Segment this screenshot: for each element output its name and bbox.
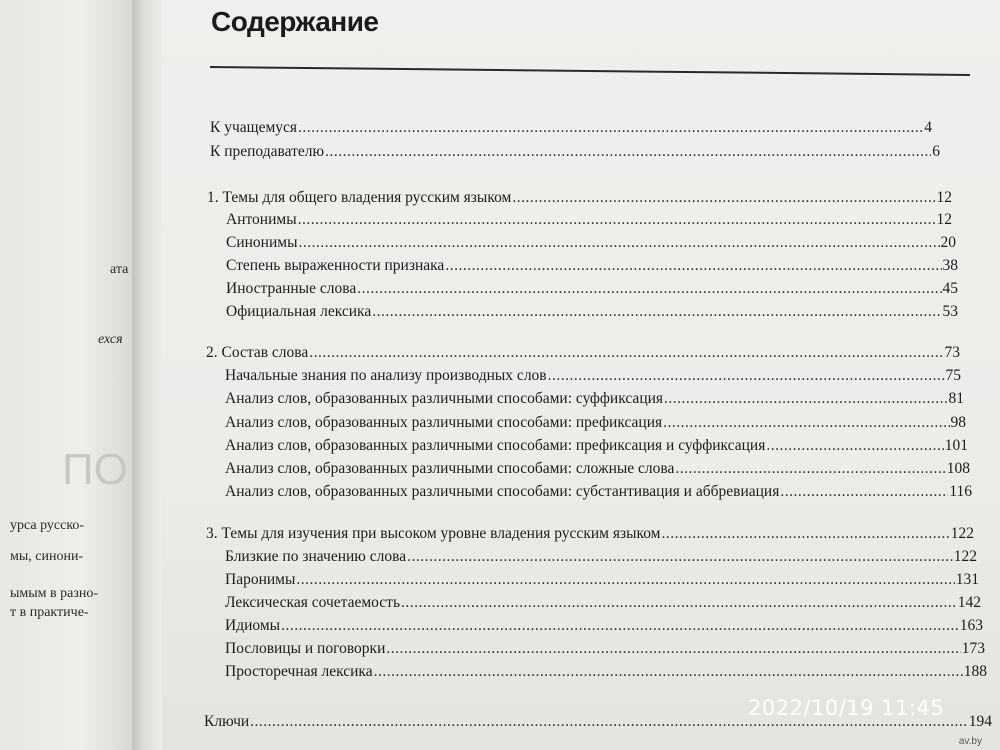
toc-entry-label: Официальная лексика — [226, 303, 372, 320]
toc-leader-dots — [298, 210, 936, 230]
toc-leader-dots — [780, 482, 948, 502]
toc-entry-page: 163 — [959, 617, 983, 634]
toc-leader-dots — [374, 662, 963, 682]
toc-entry-page: 142 — [957, 594, 981, 611]
right-page — [162, 0, 1000, 750]
toc-entry-page: 131 — [955, 571, 979, 588]
toc-entry — [225, 616, 983, 636]
left-page-fragment: ата — [110, 262, 129, 277]
toc-entry-label: Антонимы — [226, 211, 297, 228]
toc-entry — [207, 188, 952, 208]
toc-leader-dots — [386, 639, 960, 659]
toc-entry-page: 6 — [932, 143, 940, 160]
toc-entry — [206, 343, 960, 363]
toc-leader-dots — [548, 366, 945, 386]
toc-entry-label: Паронимы — [225, 571, 296, 588]
toc-entry-label: Идиомы — [225, 617, 281, 634]
toc-entry — [206, 524, 974, 544]
toc-entry-label: Анализ слов, образованных различными способами: суффиксация — [225, 390, 664, 407]
toc-leader-dots — [357, 279, 941, 299]
toc-entry-label: Степень выраженности признака — [226, 257, 445, 274]
toc-entry-page: 116 — [949, 483, 972, 500]
toc-entry-label: К учащемуся — [210, 119, 298, 136]
toc-leader-dots — [512, 188, 935, 208]
toc-entry-page: 173 — [961, 640, 985, 657]
toc-entry-label: Ключи — [204, 713, 250, 730]
toc-entry-page: 188 — [963, 663, 987, 680]
toc-leader-dots — [299, 233, 940, 253]
toc-entry-label: 2. Состав слова — [206, 344, 309, 361]
toc-entry-label: Пословицы и поговорки — [225, 640, 386, 657]
toc-entry — [225, 593, 981, 613]
toc-entry-page: 75 — [945, 367, 961, 384]
left-page-fragment: т в практиче- — [10, 605, 89, 620]
toc-leader-dots — [298, 118, 923, 138]
toc-leader-dots — [407, 547, 953, 567]
toc-entry-page: 73 — [944, 344, 960, 361]
left-page-fragment: ПО — [62, 445, 128, 494]
toc-entry — [226, 210, 952, 230]
toc-entry-page: 101 — [944, 437, 968, 454]
toc-entry-page: 38 — [942, 257, 958, 274]
toc-entry — [225, 366, 961, 386]
toc-entry — [225, 413, 966, 433]
toc-entry — [226, 279, 958, 299]
toc-entry — [225, 570, 979, 590]
toc-leader-dots — [664, 389, 947, 409]
toc-entry-page: 20 — [940, 234, 956, 251]
toc-leader-dots — [662, 524, 950, 544]
page-title: Содержание — [211, 6, 379, 37]
toc-entry-page: 194 — [968, 713, 992, 730]
toc-entry-label: 1. Темы для общего владения русским языком — [207, 189, 512, 206]
toc-entry-label: Анализ слов, образованных различными способами: префиксация — [225, 414, 663, 431]
left-page — [0, 0, 132, 750]
toc-leader-dots — [281, 616, 959, 636]
toc-entry — [225, 662, 987, 682]
toc-entry — [210, 142, 940, 162]
toc-entry — [225, 389, 964, 409]
toc-entry-page: 122 — [950, 525, 974, 542]
toc-entry — [226, 256, 958, 276]
toc-leader-dots — [445, 256, 941, 276]
book-gutter — [132, 0, 162, 750]
toc-leader-dots — [401, 593, 957, 613]
toc-entry — [225, 459, 970, 479]
toc-entry — [226, 302, 958, 322]
toc-entry-label: Синонимы — [226, 234, 298, 251]
toc-entry-label: К преподавателю — [210, 143, 325, 160]
left-page-fragment: мы, синони- — [10, 549, 84, 564]
left-page-fragment: ымым в разно- — [10, 586, 99, 601]
toc-leader-dots — [372, 302, 941, 322]
toc-entry-page: 53 — [942, 303, 958, 320]
title-divider — [210, 66, 970, 76]
toc-entry-page: 108 — [946, 460, 970, 477]
toc-entry-label: Просторечная лексика — [225, 663, 373, 680]
toc-leader-dots — [296, 570, 954, 590]
toc-entry — [225, 547, 977, 567]
toc-entry-label: Анализ слов, образованных различными способами: субстантивация и аббревиация — [225, 483, 780, 500]
toc-entry-page: 122 — [953, 548, 977, 565]
toc-entry — [210, 118, 932, 138]
left-page-fragment: урса русско- — [10, 518, 85, 533]
toc-leader-dots — [663, 413, 949, 433]
toc-entry-label: Близкие по значению слова — [225, 548, 407, 565]
watermark: av.by — [958, 736, 982, 747]
toc-entry-page: 12 — [936, 189, 952, 206]
toc-entry-label: Начальные знания по анализу производных слов — [225, 367, 547, 384]
toc-entry-page: 4 — [924, 119, 932, 136]
toc-entry-label: Анализ слов, образованных различными способами: сложные слова — [225, 460, 675, 477]
toc-entry-page: 98 — [950, 414, 966, 431]
photo-timestamp: 2022/10/19 11:45 — [748, 696, 945, 720]
toc-entry — [226, 233, 956, 253]
left-page-fragment: ехся — [98, 332, 123, 347]
toc-leader-dots — [309, 343, 943, 363]
toc-entry-label: 3. Темы для изучения при высоком уровне владения русским языком — [206, 525, 661, 542]
toc-entry — [225, 482, 972, 502]
toc-leader-dots — [675, 459, 945, 479]
toc-entry — [225, 639, 985, 659]
toc-leader-dots — [766, 436, 943, 456]
toc-entry-page: 12 — [936, 211, 952, 228]
toc-entry-label: Анализ слов, образованных различными способами: префиксация и суффиксация — [225, 437, 766, 454]
toc-entry — [225, 436, 968, 456]
toc-entry-label: Иностранные слова — [226, 280, 357, 297]
toc-entry-page: 81 — [948, 390, 964, 407]
toc-leader-dots — [325, 142, 931, 162]
toc-entry-page: 45 — [942, 280, 958, 297]
toc-entry-label: Лексическая сочетаемость — [225, 594, 401, 611]
